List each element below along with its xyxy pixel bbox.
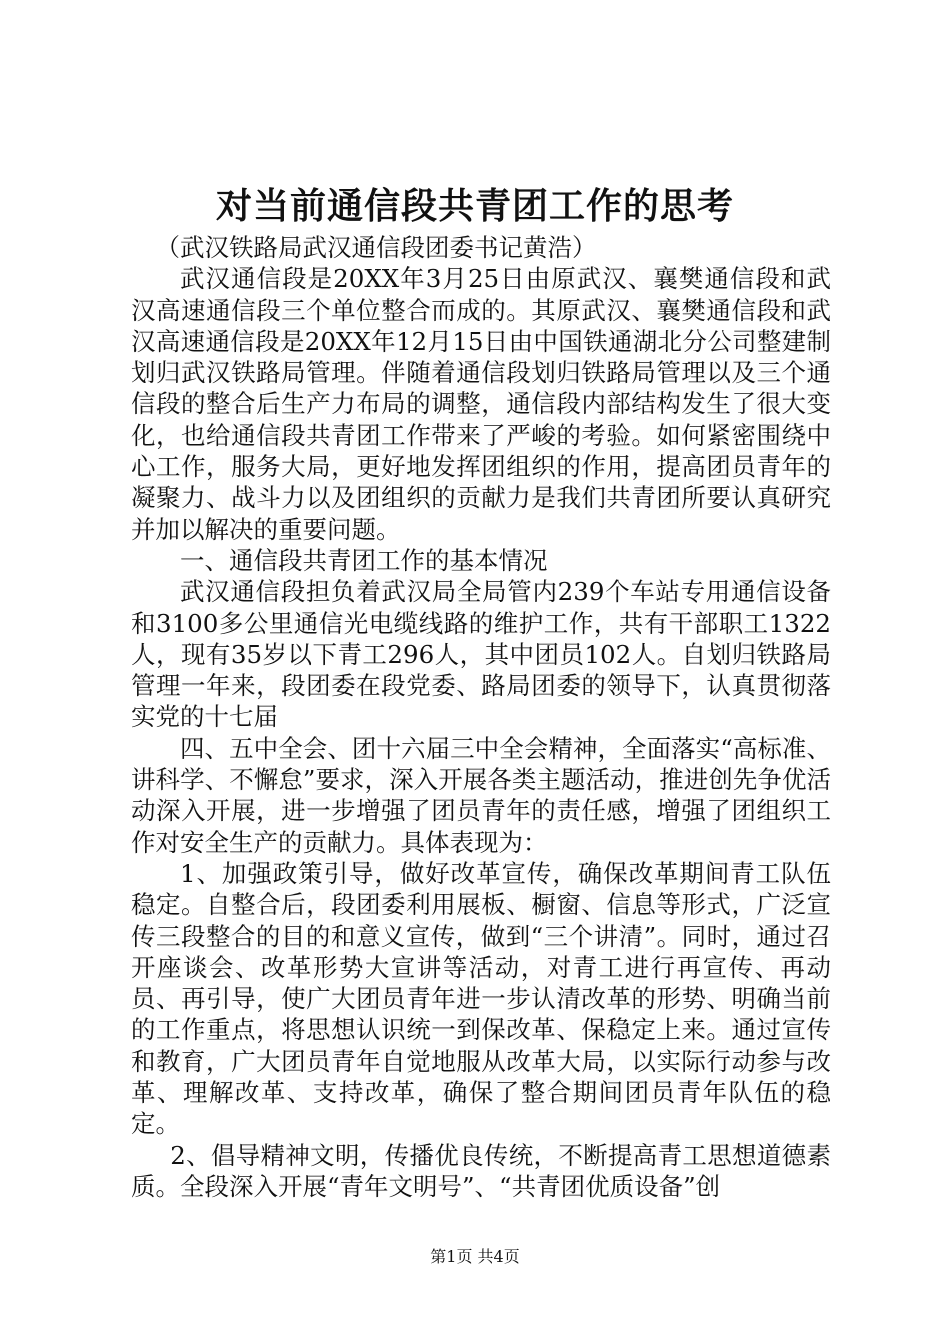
author-line: （武汉铁路局武汉通信段团委书记黄浩） xyxy=(155,233,597,262)
page-footer xyxy=(0,1247,950,1267)
paragraph: 武汉通信段是20XX年3月25日由原武汉、襄樊通信段和武汉高速通信段三个单位整合而成的。其原武汉、襄樊通信段和武汉高速通信段是20XX年12月15日由中国铁通湖北分公司整建制划归武汉铁路局管理。伴随着通信段划归铁路局管理以及三个通信段的整合后生产力布局的调整，通信段内部结构发生了很大变化，也给通信段共青团工作带来了严峻的考验。如何紧密围绕中心工作，服务大局，更好地发挥团组织的作用，提高团员青年的凝聚力、战斗力以及团组织的贡献力是我们共青团所要认真研究并加以解决的重要问题。 xyxy=(131,264,831,544)
paragraph: 2、倡导精神文明，传播优良传统，不断提高青工思想道德素质。全段深入开展“青年文明号”、“共青团优质设备”创 xyxy=(131,1140,831,1201)
page-number-total: 共4页 xyxy=(477,1247,520,1266)
document-title: 对当前通信段共青团工作的思考 xyxy=(215,185,734,227)
paragraph: 四、五中全会、团十六届三中全会精神，全面落实“高标准、讲科学、不懈怠”要求，深入开展各类主题活动，推进创先争优活动深入开展，进一步增强了团员青年的责任感，增强了团组织工作对安全生产的贡献力。具体表现为： xyxy=(131,733,831,857)
page-number-current: 第1页 xyxy=(430,1247,473,1266)
document-body xyxy=(131,232,831,1202)
paragraph: 武汉通信段担负着武汉局全局管内239个车站专用通信设备和3100多公里通信光电缆线路的维护工作，共有干部职工1322人，现有35岁以下青工296人，其中团员102人。自划归铁路局管理一年来，段团委在段党委、路局团委的领导下，认真贯彻落实党的十七届 xyxy=(131,577,831,732)
section-heading: 一、通信段共青团工作的基本情况 xyxy=(180,545,548,575)
paragraph: 1、加强政策引导，做好改革宣传，确保改革期间青工队伍稳定。自整合后，段团委利用展板、橱窗、信息等形式，广泛宣传三段整合的目的和意义宣传，做到“三个讲清”。同时，通过召开座谈会、改革形势大宣讲等活动，对青工进行再宣传、再动员、再引导，使广大团员青年进一步认清改革的形势、明确当前的工作重点，将思想认识统一到保改革、保稳定上来。通过宣传和教育，广大团员青年自觉地服从改革大局，以实际行动参与改革、理解改革、支持改革，确保了整合期间团员青年队伍的稳定。 xyxy=(131,858,831,1139)
